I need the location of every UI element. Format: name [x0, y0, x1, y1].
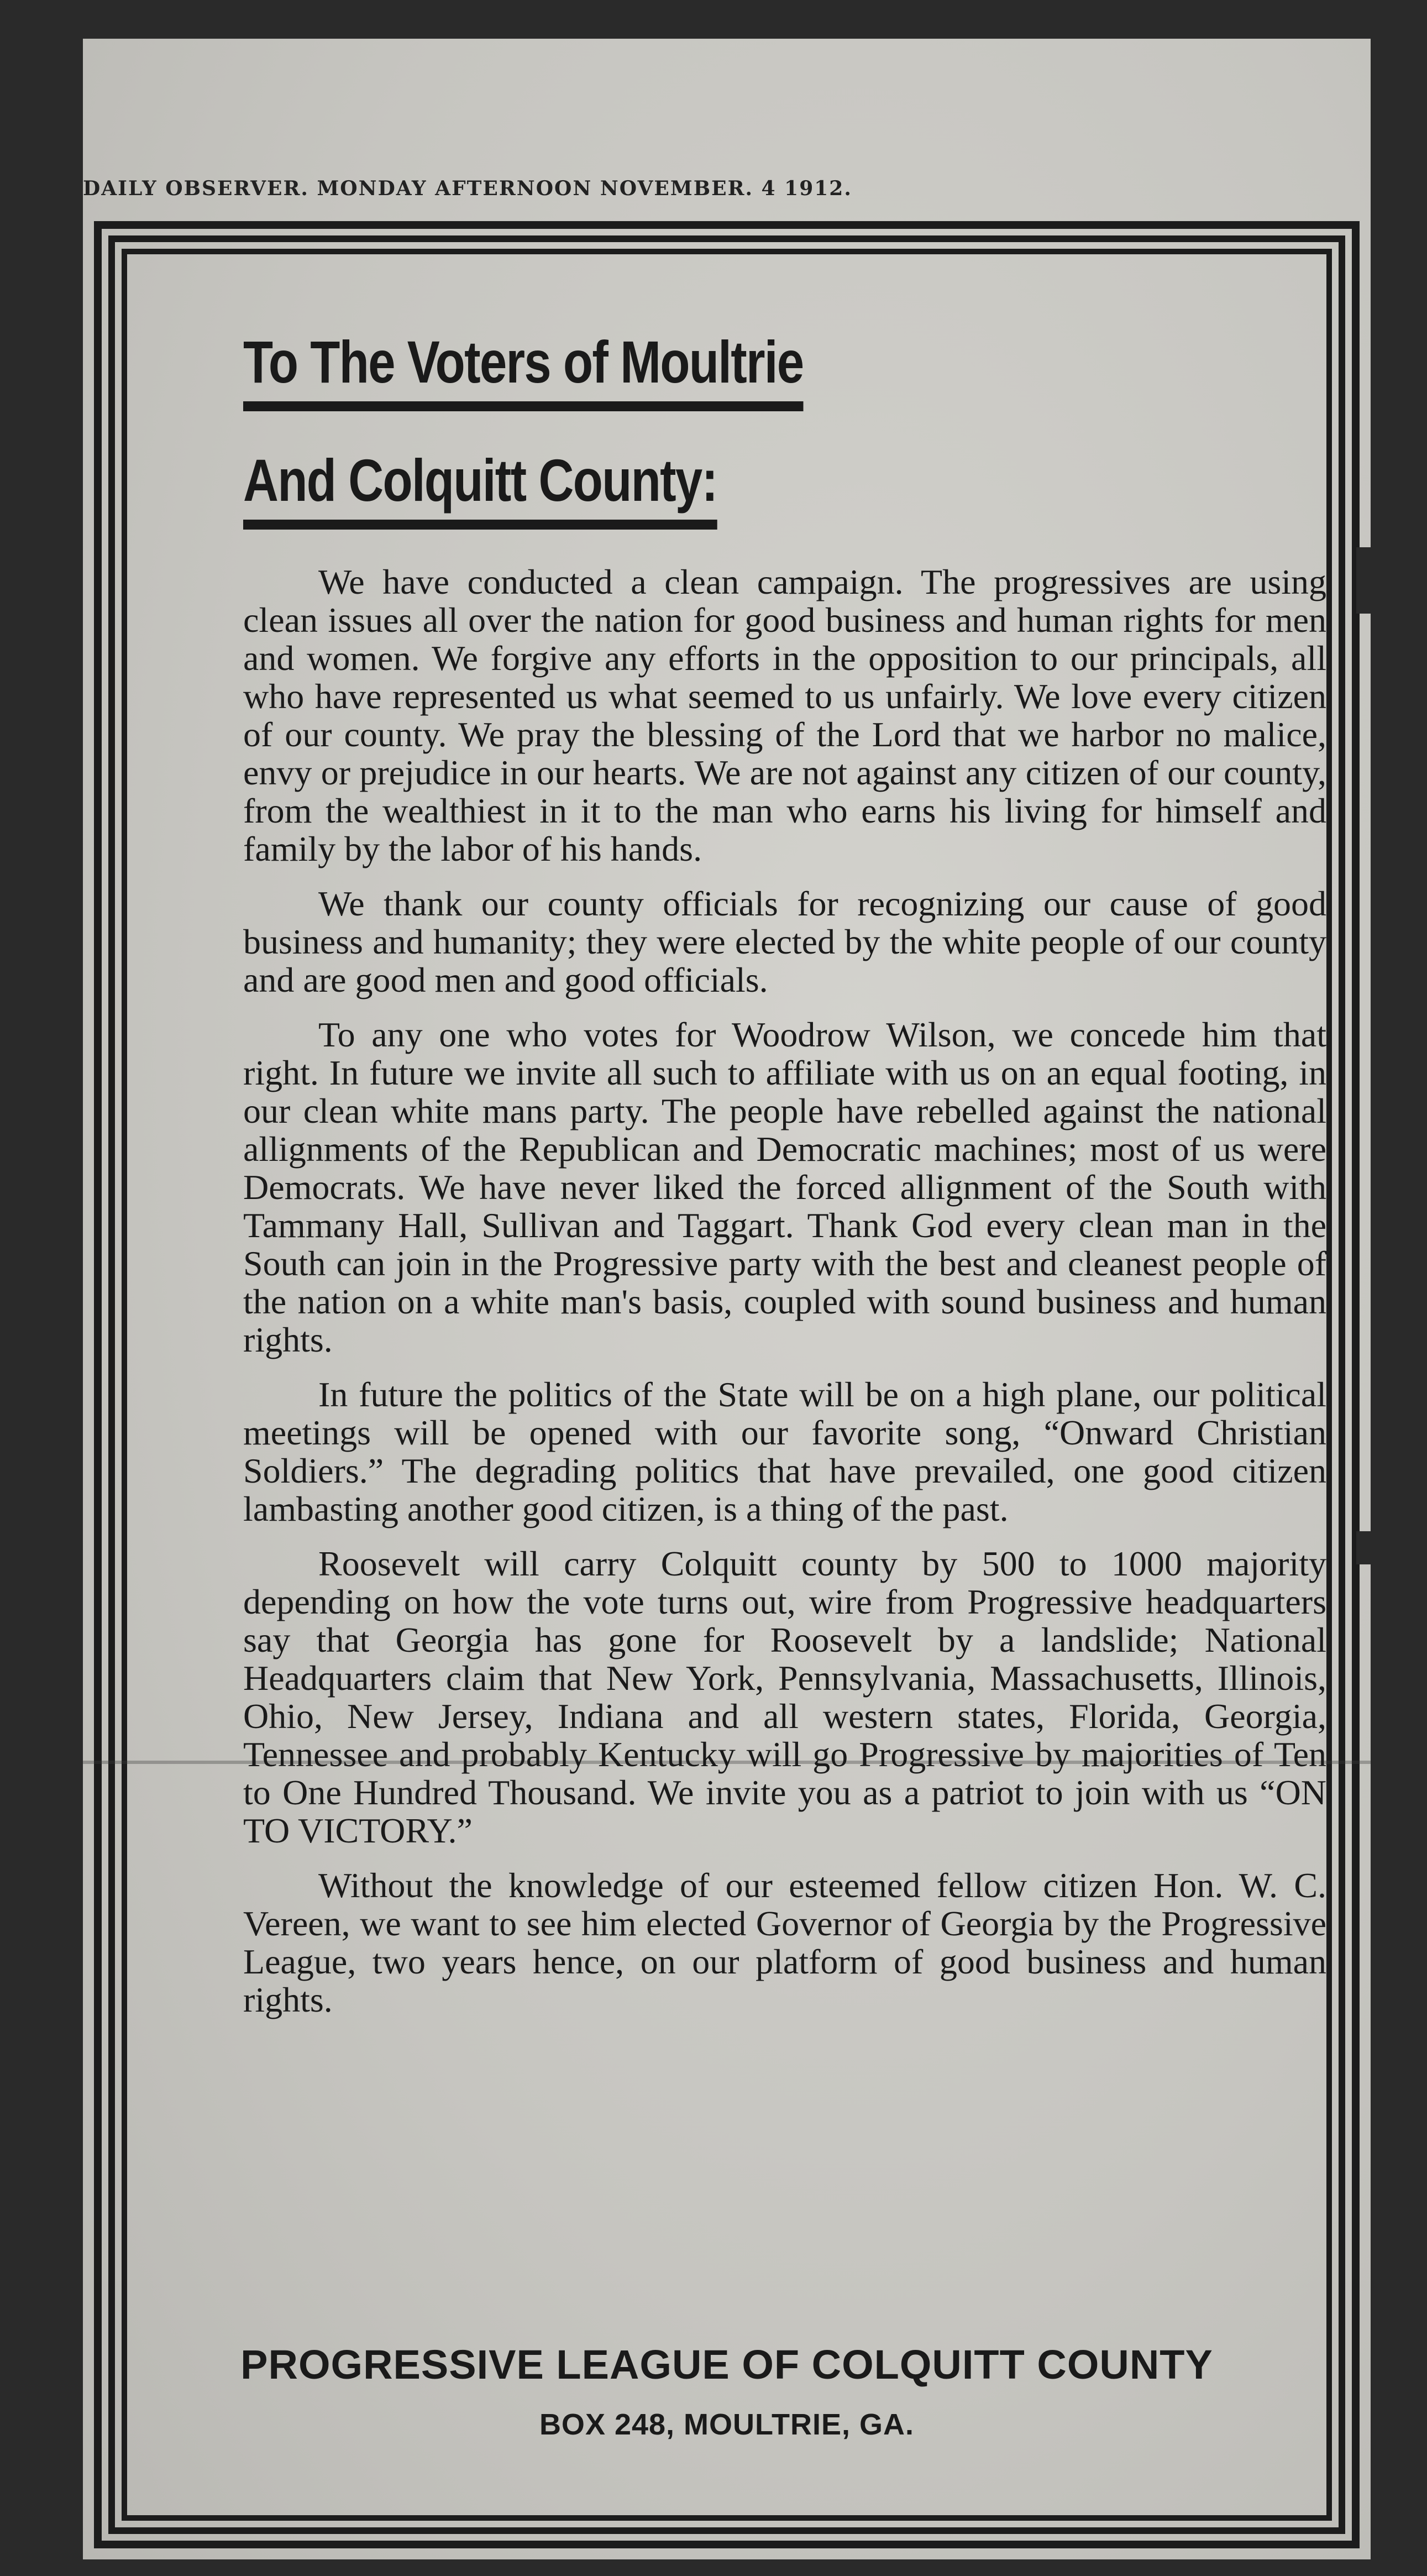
newspaper-page: [83, 39, 1371, 2559]
torn-edge: [1356, 547, 1384, 614]
paragraph: In future the politics of the State will be on a high plane, our political meetings will be opened with our favorite song, “Onward Christian Soldiers.” The degrading politics that have prevailed, one good citizen lambasting another good citizen, is a thing of the past.: [243, 1375, 1326, 1528]
torn-edge: [1356, 1531, 1384, 1564]
paragraph: We thank our county officials for recognizing our cause of good business and humanity; they were elected by the white people of our county and are good men and good officials.: [243, 884, 1326, 999]
paragraph: Roosevelt will carry Colquitt county by 500 to 1000 majority depending on how the vote turns out, wire from Progressive headquarters say that Georgia has gone for Roosevelt by a landslide; National Headquarters claim that New York, Pennsylvania, Massachusetts, Illinois, Ohio, New Jersey, Indiana and all western states, Florida, Georgia, Tennessee and probably Kentucky will go Progressive by majorities of Ten to One Hundred Thousand. We invite you as a patriot to join with us “ON TO VICTORY.”: [243, 1544, 1326, 1850]
dateline: DAILY OBSERVER. MONDAY AFTERNOON NOVEMBER. 4 1912.: [83, 177, 852, 200]
paragraph: To any one who votes for Woodrow Wilson, we concede him that right. In future we invite all such to affiliate with us on an equal footing, in our clean white mans party. The people have rebelled against the national allignments of the Republican and Democratic machines; most of us were Democrats. We have never liked the forced allignment of the South with Tammany Hall, Sullivan and Taggart. Thank God every clean man in the South can join in the Progressive party with the best and cleanest people of the nation on a white man's basis, coupled with sound business and human rights.: [243, 1015, 1326, 1359]
signature-address: BOX 248, MOULTRIE, GA.: [539, 2408, 915, 2441]
paragraph: We have conducted a clean campaign. The progressives are using clean issues all over the nation for good business and human rights for men and women. We forgive any efforts in the opposition to our principals, all who have represented us what seemed to us unfairly. We love every citizen of our county. We pray the blessing of the Lord that we harbor no malice, envy or prejudice in our hearts. We are not against any citizen of our county, from the wealthiest in it to the man who earns his living for himself and family by the labor of his hands.: [243, 562, 1326, 868]
signature-organization: PROGRESSIVE LEAGUE OF COLQUITT COUNTY: [240, 2342, 1213, 2387]
paragraph: Without the knowledge of our esteemed fellow citizen Hon. W. C. Vereen, we want to see him elected Governor of Georgia by the Progressive League, two years hence, on our platform of good business and human rights.: [243, 1866, 1326, 2019]
headline-line-1: To The Voters of Moultrie: [243, 326, 804, 411]
article-body: [243, 326, 1326, 2035]
headline-line-2: And Colquitt County:: [243, 444, 717, 530]
